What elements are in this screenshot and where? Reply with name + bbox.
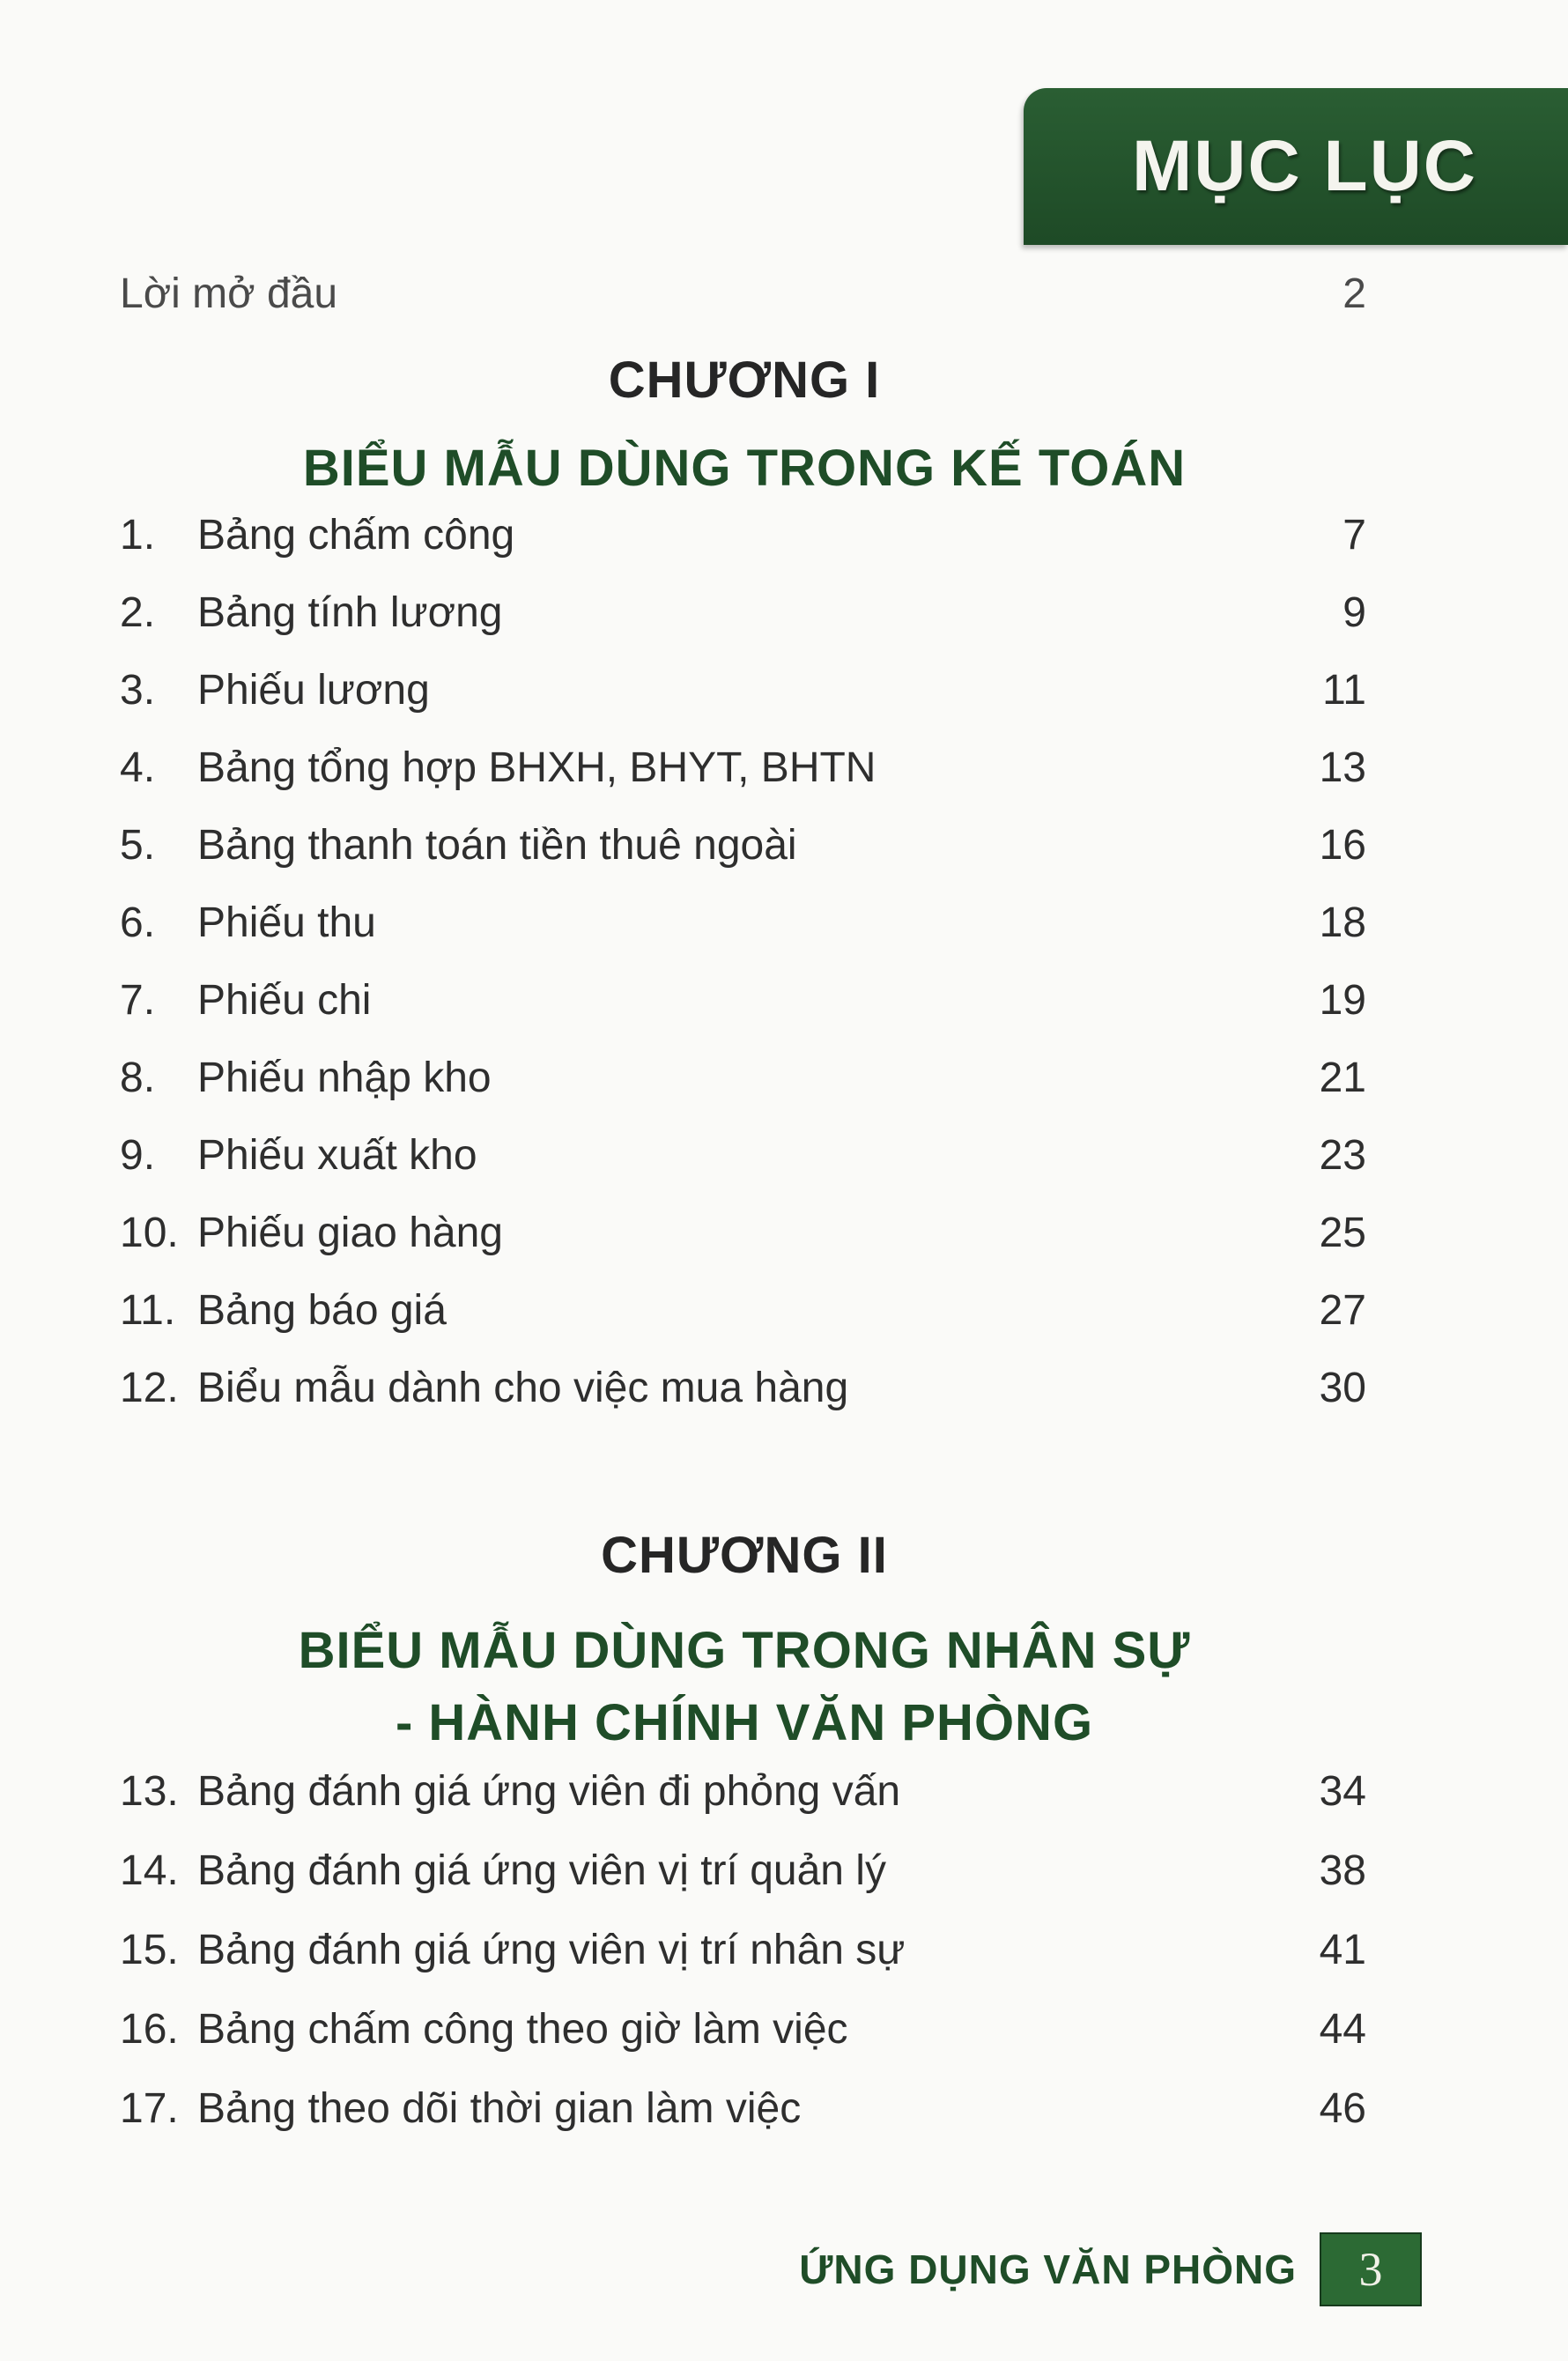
toc-entry-page: 46: [1319, 2085, 1366, 2132]
toc-entry-title: Bảng đánh giá ứng viên đi phỏng vấn: [197, 1768, 901, 1815]
toc-entry-title: Bảng theo dõi thời gian làm việc: [197, 2085, 802, 2132]
toc-entry-page: 11: [1322, 667, 1366, 714]
toc-entry-page: 2: [1342, 270, 1366, 317]
toc-entry-title: Phiếu giao hàng: [197, 1210, 503, 1256]
footer-series-label: ỨNG DỤNG VĂN PHÒNG: [799, 2246, 1297, 2292]
toc-entry[interactable]: [120, 976, 1366, 1025]
toc-entry-page: 41: [1319, 1927, 1366, 1973]
toc-entry-title: Bảng tổng hợp BHXH, BHYT, BHTN: [197, 744, 876, 791]
toc-entry-number: 10.: [120, 1210, 179, 1256]
toc-entry[interactable]: [120, 1209, 1366, 1257]
toc-entry-page: 13: [1319, 744, 1366, 791]
toc-entry-number: 3.: [120, 667, 156, 714]
toc-entry-title: Phiếu thu: [197, 899, 376, 946]
toc-entry-page: 21: [1319, 1055, 1366, 1101]
toc-entry-page: 9: [1342, 589, 1366, 636]
toc-entry[interactable]: [120, 588, 1366, 637]
toc-entry[interactable]: [120, 1131, 1366, 1180]
toc-entry-number: 8.: [120, 1055, 156, 1101]
toc-entry-title: Bảng thanh toán tiền thuê ngoài: [197, 822, 797, 869]
chapter-1-subtitle: BIỂU MẪU DÙNG TRONG KẾ TOÁN: [302, 440, 1187, 497]
toc-entry-title: Phiếu lương: [197, 667, 430, 714]
toc-entry-number: 17.: [120, 2085, 179, 2132]
toc-entry[interactable]: [120, 744, 1366, 792]
toc-entry[interactable]: [120, 2005, 1366, 2054]
toc-entry[interactable]: [120, 821, 1366, 870]
toc-entry[interactable]: [120, 2084, 1366, 2133]
toc-entry[interactable]: [120, 1926, 1366, 1974]
toc-entry-title: Bảng báo giá: [197, 1287, 447, 1334]
toc-entry-page: 7: [1342, 512, 1366, 559]
toc-entry-title: Phiếu xuất kho: [197, 1132, 477, 1179]
toc-entry-title: Bảng chấm công: [197, 512, 515, 559]
toc-entry-title: Lời mở đầu: [120, 270, 338, 317]
toc-entry[interactable]: [120, 1767, 1366, 1816]
toc-title: MỤC LỤC: [1131, 126, 1478, 206]
toc-entry-number: 9.: [120, 1132, 156, 1179]
toc-entry-title: Bảng tính lương: [197, 589, 503, 636]
toc-entry-page: 34: [1319, 1768, 1366, 1815]
toc-entry-page: 18: [1319, 899, 1366, 946]
toc-entry-page: 38: [1319, 1847, 1366, 1894]
toc-entry-page: 44: [1319, 2006, 1366, 2053]
toc-entry-title: Bảng đánh giá ứng viên vị trí nhân sự: [197, 1927, 906, 1973]
toc-entry-intro[interactable]: [120, 270, 1366, 318]
toc-entry-page: 25: [1319, 1210, 1366, 1256]
toc-entry-page: 16: [1319, 822, 1366, 869]
toc-entry-page: 27: [1319, 1287, 1366, 1334]
toc-entry-title: Phiếu nhập kho: [197, 1055, 492, 1101]
toc-entry-number: 7.: [120, 977, 156, 1024]
toc-entry-number: 6.: [120, 899, 156, 946]
toc-title-badge: [1024, 88, 1568, 245]
toc-entry[interactable]: [120, 1286, 1366, 1335]
toc-entry-number: 2.: [120, 589, 156, 636]
toc-entry-number: 14.: [120, 1847, 179, 1894]
toc-entry-title: Bảng đánh giá ứng viên vị trí quản lý: [197, 1847, 886, 1894]
toc-entry-title: Phiếu chi: [197, 977, 372, 1024]
toc-entry-number: 1.: [120, 512, 156, 559]
toc-entry[interactable]: [120, 1847, 1366, 1895]
toc-entry-title: Bảng chấm công theo giờ làm việc: [197, 2006, 848, 2053]
chapter-2-subtitle-line2: - HÀNH CHÍNH VĂN PHÒNG: [395, 1694, 1094, 1751]
toc-entry-number: 11.: [120, 1287, 176, 1334]
toc-entry-number: 16.: [120, 2006, 179, 2053]
toc-entry[interactable]: [120, 666, 1366, 714]
toc-entry-page: 30: [1319, 1365, 1366, 1411]
toc-entry[interactable]: [120, 511, 1366, 559]
toc-entry-number: 13.: [120, 1768, 179, 1815]
chapter-2-subtitle-line1: BIỂU MẪU DÙNG TRONG NHÂN SỰ: [298, 1622, 1191, 1679]
toc-entry-number: 4.: [120, 744, 156, 791]
toc-entry-number: 15.: [120, 1927, 179, 1973]
chapter-2-heading: CHƯƠNG II: [601, 1527, 888, 1584]
toc-entry[interactable]: [120, 1054, 1366, 1102]
chapter-1-heading: CHƯƠNG I: [608, 352, 881, 409]
toc-entry[interactable]: [120, 899, 1366, 947]
toc-entry-page: 23: [1319, 1132, 1366, 1179]
toc-entry-title: Biểu mẫu dành cho việc mua hàng: [197, 1365, 849, 1411]
page-number-badge: 3: [1320, 2232, 1422, 2306]
page-footer: [799, 2234, 1422, 2305]
toc-entry-number: 5.: [120, 822, 156, 869]
toc-entry[interactable]: [120, 1364, 1366, 1412]
toc-entry-page: 19: [1319, 977, 1366, 1024]
toc-entry-number: 12.: [120, 1365, 179, 1411]
